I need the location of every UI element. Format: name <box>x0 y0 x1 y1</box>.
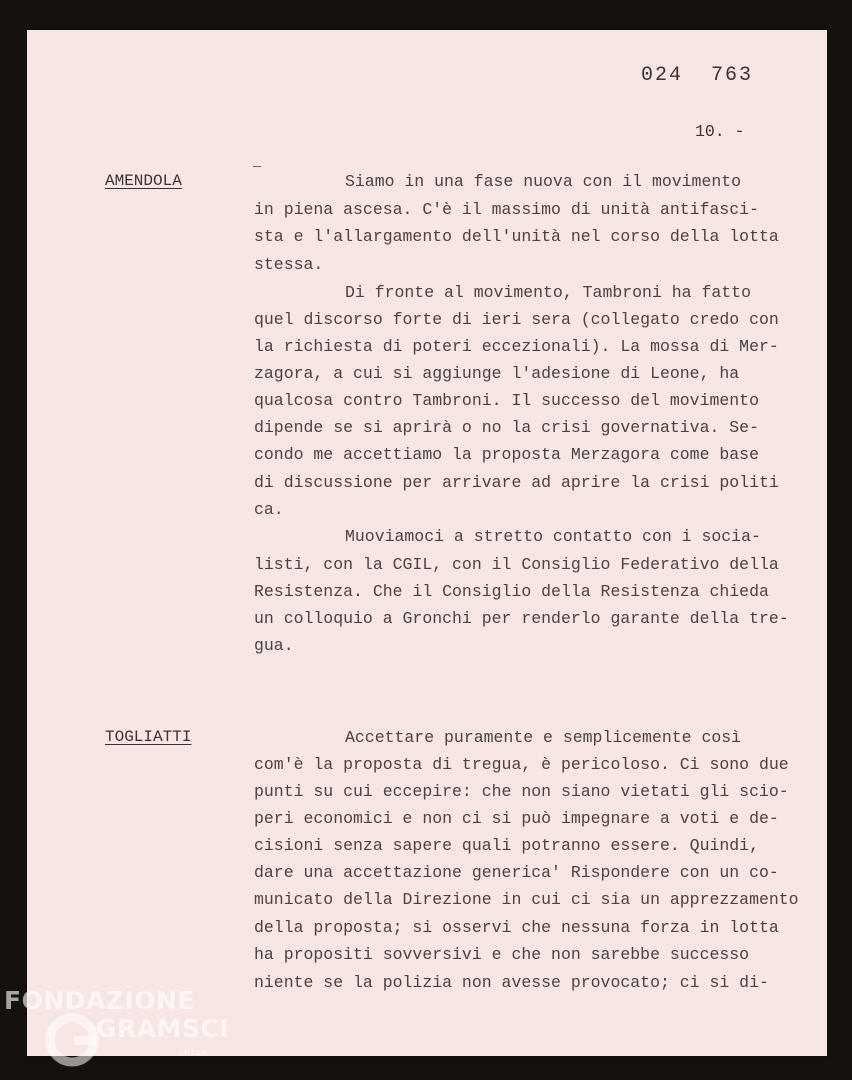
fondazione-gramsci-watermark <box>4 986 234 1066</box>
text-line: della proposta; si osservi che nessuna forza in lotta <box>254 918 779 937</box>
document-page <box>27 30 827 1056</box>
text-line: zagora, a cui si aggiunge l'adesione di Leone, ha <box>254 364 740 383</box>
text-line: niente se la polizia non avesse provocato; ci si di- <box>254 973 769 992</box>
text-line: stessa. <box>254 255 324 274</box>
watermark-line3: onlus <box>178 1048 208 1058</box>
page-number: 10. - <box>695 122 745 141</box>
text-line: gua. <box>254 636 294 655</box>
speaker-name: TOGLIATTI <box>105 728 192 746</box>
text-line: com'è la proposta di tregua, è pericoloso. Ci sono due <box>254 755 789 774</box>
text-line: Accettare puramente e semplicemente così <box>345 728 742 747</box>
text-line: qualcosa contro Tambroni. Il successo del movimento <box>254 391 759 410</box>
text-line: in piena ascesa. C'è il massimo di unità antifasci- <box>254 200 759 219</box>
text-line: punti su cui eccepire: che non siano vietati gli scio- <box>254 782 789 801</box>
text-line: ca. <box>254 500 284 519</box>
text-line: la richiesta di poteri eccezionali). La mossa di Mer- <box>254 337 779 356</box>
watermark-line2: GRAMSCI <box>96 1014 230 1043</box>
text-line: listi, con la CGIL, con il Consiglio Federativo della <box>254 555 779 574</box>
text-line: municato della Direzione in cui ci sia un apprezzamento <box>254 890 799 909</box>
gramsci-logo-icon <box>44 1012 100 1068</box>
text-line: di discussione per arrivare ad aprire la crisi politi <box>254 473 779 492</box>
text-line: Muoviamoci a stretto contatto con i socia- <box>345 527 761 546</box>
text-line: Siamo in una fase nuova con il movimento <box>345 172 742 191</box>
text-line: un colloquio a Gronchi per renderlo garante della tre- <box>254 609 789 628</box>
speaker-name: AMENDOLA <box>105 172 182 190</box>
text-line: dipende se si aprirà o no la crisi governativa. Se- <box>254 418 759 437</box>
text-line: sta e l'allargamento dell'unità nel corso della lotta <box>254 227 779 246</box>
text-line: ha propositi sovversivi e che non sarebbe successo <box>254 945 750 964</box>
text-line: Resistenza. Che il Consiglio della Resistenza chieda <box>254 582 769 601</box>
text-line: Di fronte al movimento, Tambroni ha fatto <box>345 283 751 302</box>
dash-mark <box>253 166 261 167</box>
text-line: peri economici e non ci si può impegnare a voti e de- <box>254 809 779 828</box>
text-line: condo me accettiamo la proposta Merzagora come base <box>254 445 759 464</box>
text-line: quel discorso forte di ieri sera (collegato credo con <box>254 310 779 329</box>
text-line: cisioni senza sapere quali potranno essere. Quindi, <box>254 836 759 855</box>
archive-reference-number: 024 763 <box>641 64 754 87</box>
watermark-line1: FONDAZIONE <box>4 986 196 1015</box>
text-line: dare una accettazione generica' Rispondere con un co- <box>254 863 779 882</box>
